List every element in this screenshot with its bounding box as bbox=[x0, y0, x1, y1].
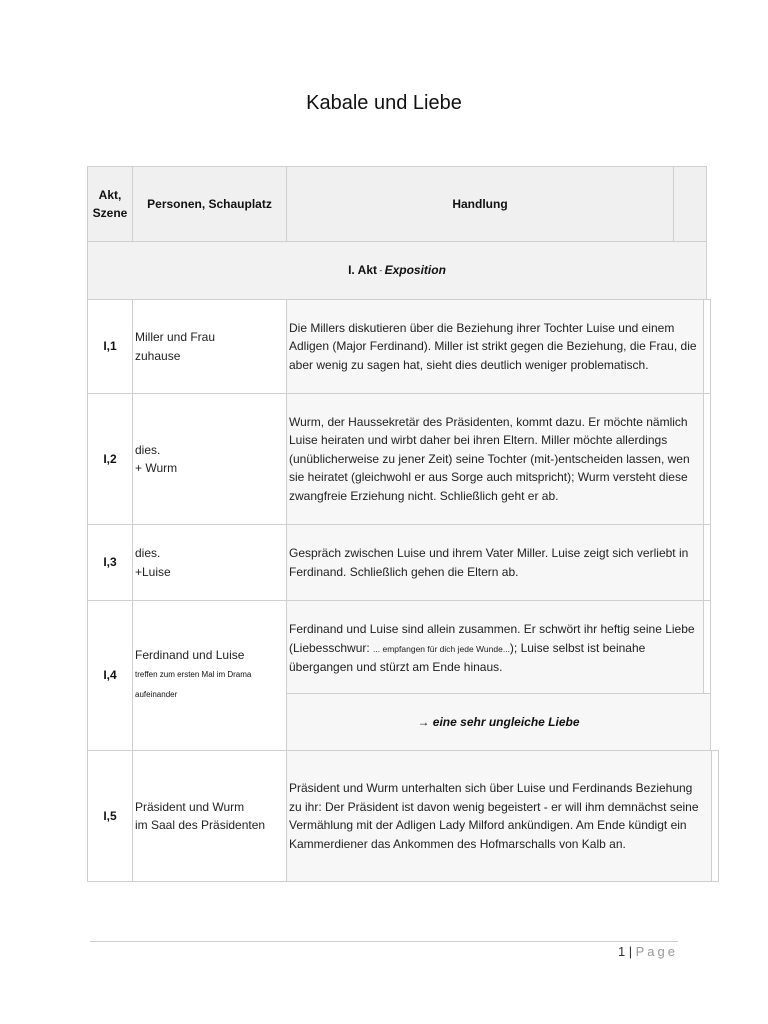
row-4-action bbox=[286, 600, 704, 694]
row-5-persons-line1: Präsident und Wurm bbox=[135, 799, 245, 814]
header-persons-label: Personen, Schauplatz bbox=[147, 196, 272, 211]
row-4-ref: I,4 bbox=[87, 600, 133, 751]
header-extra bbox=[673, 166, 707, 242]
header-action-label: Handlung bbox=[452, 196, 508, 211]
row-1-persons-line2: zuhause bbox=[135, 348, 181, 363]
row-5-persons bbox=[132, 750, 287, 882]
row-1-persons bbox=[132, 299, 287, 394]
row-1-ref: I,1 bbox=[87, 299, 133, 394]
row-4-action-part1: Ferdinand und Luise sind allein zusammen. Er schwört ihr heftig seine Liebe (Liebesschwur: bbox=[289, 622, 695, 655]
row-4-persons-note: treffen zum ersten Mal im Drama aufeinander bbox=[135, 669, 252, 699]
page-label: Page bbox=[635, 944, 678, 959]
page-separator: | bbox=[628, 944, 633, 959]
row-2-edge bbox=[703, 393, 711, 525]
row-5-persons-line2: im Saal des Präsidenten bbox=[135, 818, 266, 832]
header-act-label: Akt, bbox=[98, 187, 122, 202]
row-4-summary-text: → eine sehr ungleiche Liebe bbox=[417, 714, 580, 729]
section-label: I. Akt bbox=[348, 263, 377, 278]
row-3-persons-line1: dies. bbox=[135, 546, 161, 560]
row-2-ref: I,2 bbox=[87, 393, 133, 525]
row-1-edge bbox=[703, 299, 711, 394]
row-2-persons-line2: + Wurm bbox=[135, 461, 178, 475]
row-5-edge bbox=[711, 750, 719, 882]
row-5-action: Präsident und Wurm unterhalten sich über Luise und Ferdinands Beziehung zu ihr: Der Präsident ist davon wenig begeistert - er will ihm demnächst seine Vermählung mit der Adligen Lady Milford ankündigen. Am Ende kündigt ein Kammerdiener das Ankommen des Hofmarschalls von Kalb an. bbox=[286, 750, 712, 882]
row-2-action: Wurm, der Haussekretär des Präsidenten, kommt dazu. Er möchte nämlich Luise heiraten und wirbt daher bei ihren Eltern. Miller möchte allerdings (unüblicherweise zu jener Zeit) seine Tochter (mit-)entscheiden lassen, wen sie heiratet (gleichwohl er aus Sorge auch mitspricht); Wurm versteht diese zwangfreie Erziehung nicht. Schließlich geht er ab. bbox=[286, 393, 704, 525]
row-1-action: Die Millers diskutieren über die Beziehung ihrer Tochter Luise und einem Adligen (Major Ferdinand). Miller ist strikt gegen die Beziehung, die Frau, die aber wenig zu sagen hat, sieht dies deutlich weniger problematisch. bbox=[286, 299, 704, 394]
row-3-persons bbox=[132, 524, 287, 601]
page-title: Kabale und Liebe bbox=[306, 92, 462, 114]
row-3-ref: I,3 bbox=[87, 524, 133, 601]
row-4-action-quote: ... empfangen für dich jede Wunde... bbox=[373, 643, 510, 654]
row-3-persons-line2: +Luise bbox=[135, 564, 171, 579]
section-row bbox=[87, 241, 707, 300]
footer-divider bbox=[90, 941, 678, 942]
row-4-summary bbox=[286, 693, 711, 751]
row-4-persons bbox=[132, 600, 287, 751]
row-4-edge bbox=[703, 600, 711, 694]
page-number: 1 bbox=[618, 944, 626, 959]
page-footer bbox=[618, 944, 678, 959]
row-5-ref: I,5 bbox=[87, 750, 133, 882]
section-name: Exposition bbox=[384, 263, 446, 278]
row-2-persons bbox=[132, 393, 287, 525]
header-scene-label: Szene bbox=[92, 206, 128, 220]
row-1-persons-line1: Miller und Frau bbox=[135, 330, 216, 344]
row-3-action: Gespräch zwischen Luise und ihrem Vater Miller. Luise zeigt sich verliebt in Ferdinand. Schließlich gehen die Eltern ab. bbox=[286, 524, 704, 601]
row-2-persons-line1: dies. bbox=[135, 442, 161, 457]
header-persons bbox=[132, 166, 287, 242]
row-3-edge bbox=[703, 524, 711, 601]
header-action bbox=[286, 166, 674, 242]
header-act-scene bbox=[87, 166, 133, 242]
row-4-persons-line1: Ferdinand und Luise bbox=[135, 648, 245, 663]
section-dash: - bbox=[377, 265, 385, 276]
row-4-action-part2: ); Luise selbst ist beinahe übergangen und stürzt am Ende hinaus. bbox=[289, 640, 646, 674]
